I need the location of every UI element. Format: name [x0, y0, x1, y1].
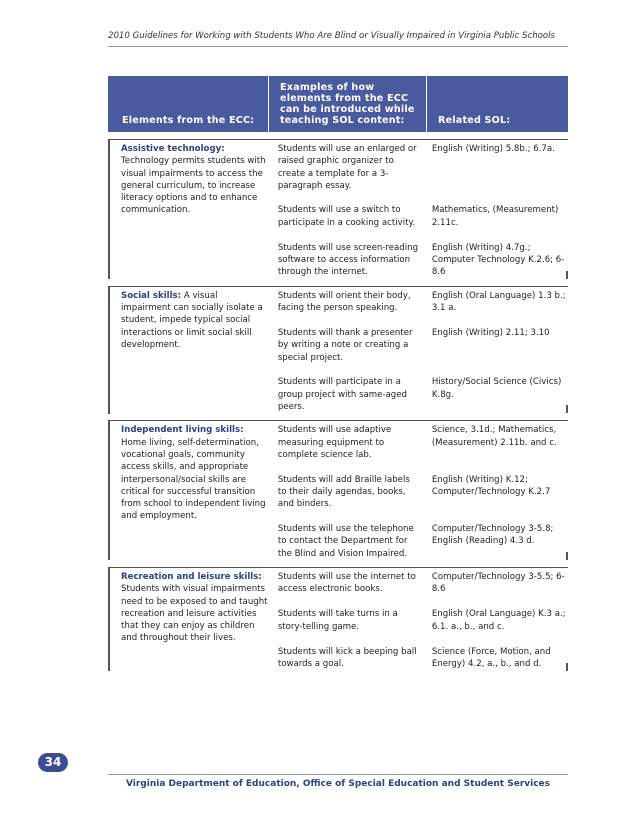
sol-reference: Mathematics, (Measurement) 2.11c.	[431, 205, 559, 228]
column-header-examples: Examples of how elements from the ECC can be introduced while teaching SOL content:	[280, 82, 415, 126]
sol-reference: Computer/Technology 3-5.8; English (Reading) 4.3 d.	[431, 523, 554, 547]
example-text: Students will use adaptive measuring equipment to complete science lab.	[277, 425, 392, 460]
row-top-border	[108, 420, 568, 421]
row-right-tick	[566, 552, 568, 560]
row-left-border	[108, 286, 110, 414]
row-right-tick	[566, 663, 568, 671]
example-text: Students will use the telephone to contact the Department for the Blind and Vision Impaired.	[277, 523, 414, 559]
row-right-tick	[566, 271, 568, 279]
examples-cell	[278, 143, 420, 279]
ecc-element-title: Social skills:	[121, 290, 182, 301]
example-text: Students will take turns in a story-telling game.	[277, 609, 398, 632]
ecc-element-description: Home living, self-determination, vocational goals, community access skills, and appropriate interpersonal/social skills are critical for successful transition from school to independent living and employment.	[121, 437, 266, 522]
ecc-element-title: Recreation and leisure skills:	[121, 571, 262, 582]
ecc-element-cell	[121, 290, 269, 414]
row-right-tick	[566, 405, 568, 413]
ecc-element-title: Independent living skills:	[121, 425, 244, 436]
row-left-border	[108, 420, 110, 560]
sol-reference: History/Social Science (Civics) K.8g.	[431, 377, 562, 400]
running-header: 2010 Guidelines for Working with Students Who Are Blind or Visually Impaired in Virginia Public Schools	[108, 31, 556, 41]
ecc-element-description: A visual impairment can socially isolate a student, impede typical social interactions or limit social skill development.	[121, 290, 263, 350]
example-text: Students will add Braille labels to their daily agendas, books, and binders.	[277, 474, 410, 510]
table-row	[108, 420, 568, 560]
sol-reference: Science (Force, Motion, and Energy) 4.2, a., b., and d.	[431, 646, 551, 669]
sol-cell	[432, 290, 568, 414]
examples-cell	[278, 424, 420, 560]
sol-reference: Science, 3.1d.; Mathematics,(Measurement) 2.11b. and c.	[431, 425, 557, 448]
sol-reference: English (Oral Language) K.3 a.; 6.1. a., b., and c.	[431, 609, 566, 632]
page-footer: Virginia Department of Education, Office of Special Education and Student Services	[125, 779, 551, 789]
sol-cell	[432, 143, 568, 279]
examples-cell	[278, 290, 420, 414]
ecc-table	[108, 76, 568, 671]
row-top-border	[108, 139, 568, 140]
example-text: Students will use the internet to access electronic books.	[277, 571, 416, 595]
example-text: Students will kick a beeping ball towards a goal.	[277, 646, 417, 669]
example-text: Students will orient their body, facing the person speaking.	[277, 290, 411, 314]
column-header-sol: Related SOL:	[438, 115, 511, 126]
ecc-element-description: Students with visual impairments need to be exposed to and taught recreation and leisure activities that they can enjoy as children and throughout their lives.	[121, 584, 268, 644]
row-gap	[108, 132, 568, 139]
column-header-elements: Elements from the ECC:	[122, 115, 255, 126]
header-separator	[268, 76, 269, 132]
table-row	[108, 286, 568, 414]
example-text: Students will use screen-reading software to access information through the internet.	[277, 242, 419, 278]
example-text: Students will participate in a group project with same-aged peers.	[277, 377, 408, 412]
ecc-element-title: Assistive technology:	[121, 144, 225, 154]
row-gap	[108, 279, 568, 286]
table-body	[108, 132, 568, 671]
ecc-element-cell	[121, 424, 269, 560]
row-left-border	[108, 567, 110, 671]
page-number-badge: 34	[38, 753, 68, 772]
example-text: Students will use an enlarged or raised graphic organizer to create a template for a 3-paragraph essay.	[277, 144, 417, 191]
table-row	[108, 567, 568, 671]
sol-reference: English (Writing) 5.8b.; 6.7a.	[431, 144, 555, 154]
footer-divider	[108, 774, 568, 775]
ecc-element-cell	[121, 571, 269, 671]
example-text: Students will thank a presenter by writing a note or creating a special project.	[277, 328, 413, 363]
sol-reference: Computer/Technology 3-5.5; 6-8.6	[431, 571, 565, 595]
examples-cell	[278, 571, 420, 671]
sol-reference: English (Writing) 4.7g.; Computer Technology K.2.6; 6-8.6	[431, 242, 565, 278]
sol-reference: English (Writing) K.12; Computer/Technology K.2.7	[431, 474, 551, 497]
row-gap	[108, 413, 568, 420]
sol-cell	[432, 571, 568, 671]
row-top-border	[108, 286, 568, 287]
row-left-border	[108, 139, 110, 279]
header-separator	[426, 76, 427, 132]
row-gap	[108, 560, 568, 567]
example-text: Students will use a switch to participate in a cooking activity.	[277, 205, 416, 228]
row-top-border	[108, 567, 568, 568]
table-header	[108, 76, 568, 132]
ecc-element-cell	[121, 143, 269, 279]
sol-reference: English (Writing) 2.11; 3.10	[431, 328, 550, 339]
sol-reference: English (Oral Language) 1.3 b.; 3.1 a.	[431, 290, 566, 314]
sol-cell	[432, 424, 568, 560]
table-row	[108, 139, 568, 279]
ecc-element-description: Technology permits students with visual impairments to access the general curriculum, to increase literacy options and to enhance communication.	[121, 156, 266, 216]
header-divider	[108, 46, 568, 47]
